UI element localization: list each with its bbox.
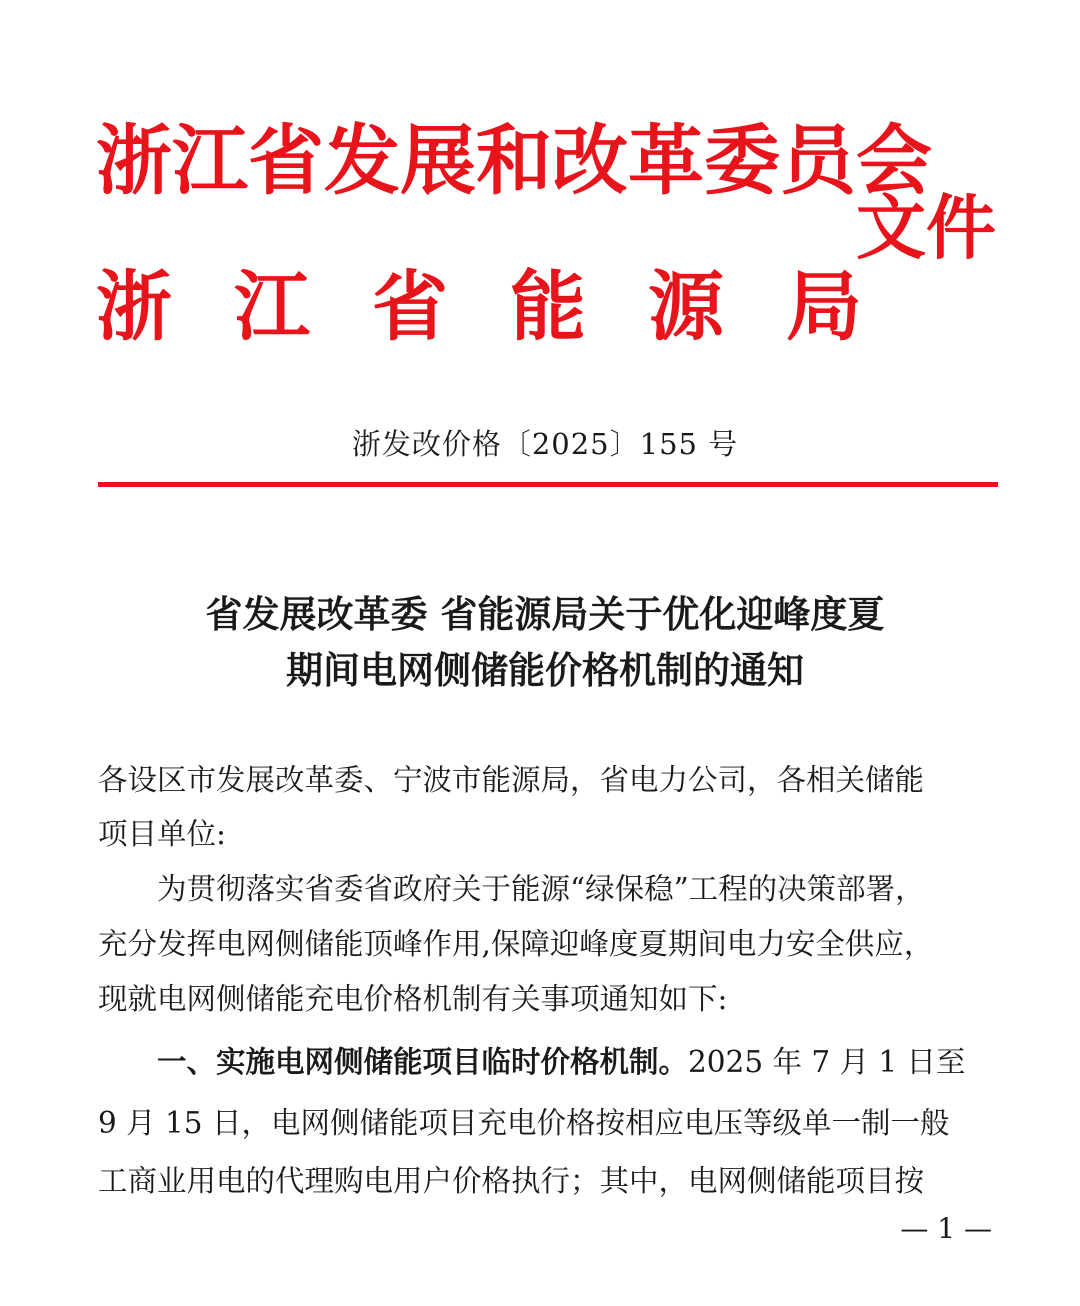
document-title-line-2: 期间电网侧储能价格机制的通知 (286, 649, 804, 692)
body-line: 工商业用电的代理购电用户价格执行；其中，电网侧储能项目按 (98, 1164, 925, 1198)
item-1-text: 2025 年 7 月 1 日至 (688, 1045, 966, 1079)
issuer-line-2: 浙江省能源局 (96, 262, 924, 351)
issuer-line-1: 浙江省发展和改革委员会 (96, 116, 932, 205)
body-line: 现就电网侧储能充电价格机制有关事项通知如下: (98, 982, 728, 1016)
item-1-heading: 一、实施电网侧储能项目临时价格机制。 (98, 1045, 689, 1079)
body-item-1 (98, 1039, 998, 1081)
body-line: 9 月 15 日，电网侧储能项目充电价格按相应电压等级单一制一般 (98, 1106, 950, 1140)
red-divider (98, 482, 998, 487)
body-line: 项目单位: (98, 817, 226, 851)
document-title-line-1: 省发展改革委 省能源局关于优化迎峰度夏 (205, 593, 885, 636)
body-line: 充分发挥电网侧储能顶峰作用,保障迎峰度夏期间电力安全供应， (98, 927, 934, 961)
body-line: 各设区市发展改革委、宁波市能源局，省电力公司，各相关储能 (98, 763, 925, 797)
document-number: 浙发改价格〔2025〕155 号 (351, 427, 739, 461)
page-number: — 1 — (900, 1212, 992, 1245)
body-line: 为贯彻落实省委省政府关于能源“绿保稳”工程的决策部署， (98, 872, 925, 906)
document-type-label: 文件 (856, 186, 996, 269)
